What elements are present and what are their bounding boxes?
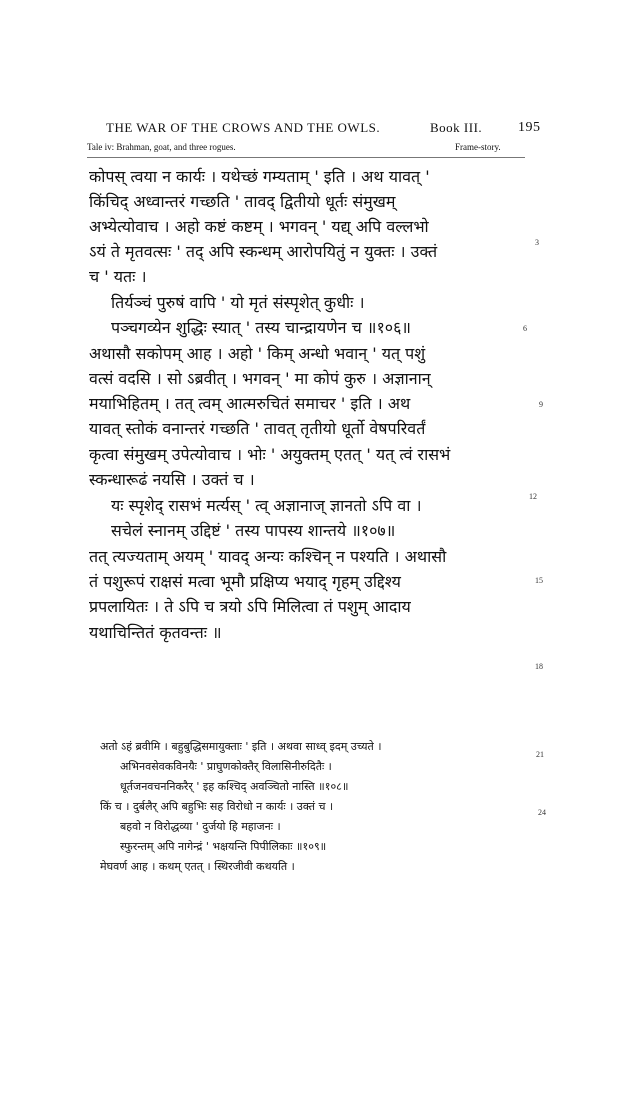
line-number: 6 (523, 324, 527, 333)
text-line: मयाभिहितम् । तत् त्वम् आत्मरुचितं समाचर ' इति । अथ (89, 394, 411, 413)
text-line: स्कन्धारूढं नयसि । उक्तं च । (89, 470, 255, 489)
text-line: च ' यतः । (89, 267, 147, 286)
verse-line: तिर्यञ्चं पुरुषं वापि ' यो मृतं संस्पृशेत् कुधीः । (111, 293, 365, 312)
text-line: किंचिद् अध्वान्तरं गच्छति ' तावद् द्वितीयो धूर्तः संमुखम् (89, 192, 396, 211)
book-label: Book III. (430, 120, 483, 135)
page-number: 195 (518, 120, 541, 135)
line-number: 15 (535, 576, 543, 585)
note-verse-line: धूर्तजनवचननिकरैर् ' इह कश्चिद् अवञ्चितो नास्ति ॥१०८॥ (120, 780, 349, 793)
running-title: THE WAR OF THE CROWS AND THE OWLS. (106, 120, 381, 135)
text-line: ऽयं ते मृतवत्सः ' तद् अपि स्कन्धम् आरोपयितुं न युक्तः । उक्तं (89, 242, 438, 261)
line-number: 12 (529, 492, 537, 501)
note-line: किं च । दुर्बलैर् अपि बहुभिः सह विरोधो न कार्यः । उक्तं च । (100, 800, 334, 813)
note-verse-line: अभिनवसेवकविनयैः ' प्राघुणकोक्तैर् विलासिनीरुदितैः । (120, 760, 332, 773)
text-line: यथाचिन्तितं कृतवन्तः ॥ (89, 623, 222, 642)
header-rule (87, 157, 525, 158)
note-verse-line: स्फुरन्तम् अपि नागेन्द्रं ' भक्षयन्ति पिपीलिकाः ॥१०९॥ (120, 840, 327, 853)
text-line: अथासौ सकोपम् आह । अहो ' किम् अन्धो भवान् ' यत् पशुं (89, 344, 426, 363)
text-line: कृत्वा संमुखम् उपेत्योवाच । भोः ' अयुक्तम् एतत् ' यत् त्वं रासभं (89, 445, 451, 464)
line-number: 9 (539, 400, 543, 409)
note-line: मेघवर्ण आह । कथम् एतत् । स्थिरजीवी कथयति । (100, 860, 295, 873)
text-line: अभ्येत्योवाच । अहो कष्टं कष्टम् । भगवन् ' यद्य् अपि वल्लभो (89, 217, 429, 236)
text-line: कोपस् त्वया न कार्यः । यथेच्छं गम्यताम् ' इति । अथ यावत् ' (89, 167, 430, 186)
line-number: 21 (536, 750, 544, 759)
line-number: 24 (538, 808, 546, 817)
text-line: यावत् स्तोकं वनान्तरं गच्छति ' तावत् तृतीयो धूर्तो वेषपरिवर्तं (89, 419, 426, 438)
verse-line: सचेलं स्नानम् उद्दिष्टं ' तस्य पापस्य शान्तये ॥१०७॥ (111, 521, 396, 540)
verse-line: यः स्पृशेद् रासभं मर्त्यस् ' त्व् अज्ञानाज् ज्ञानतो ऽपि वा । (111, 496, 422, 515)
verse-line: पञ्चगव्येन शुद्धिः स्यात् ' तस्य चान्द्रायणेन च ॥१०६॥ (111, 318, 412, 337)
text-line: प्रपलायितः । ते ऽपि च त्रयो ऽपि मिलित्वा तं पशुम् आदाय (89, 597, 411, 616)
note-verse-line: बहवो न विरोद्धव्या ' दुर्जयो हि महाजनः । (120, 820, 281, 833)
line-number: 18 (535, 662, 543, 671)
text-line: तं पशुरूपं राक्षसं मत्वा भूमौ प्रक्षिप्य भयाद् गृहम् उद्दिश्य (89, 572, 401, 591)
tale-label: Tale iv: Brahman, goat, and three rogues. (87, 142, 236, 152)
text-line: तत् त्यज्यताम् अयम् ' यावद् अन्यः कश्चिन् न पश्यति । अथासौ (89, 547, 447, 566)
text-line: वत्सं वदसि । सो ऽब्रवीत् । भगवन् ' मा कोपं कुरु । अज्ञानान् (89, 369, 431, 388)
note-line: अतो ऽहं ब्रवीमि । बहुबुद्धिसमायुक्ताः ' इति । अथवा साध्व् इदम् उच्यते । (100, 740, 382, 753)
line-number: 3 (535, 238, 539, 247)
frame-story-label: Frame-story. (455, 142, 501, 152)
